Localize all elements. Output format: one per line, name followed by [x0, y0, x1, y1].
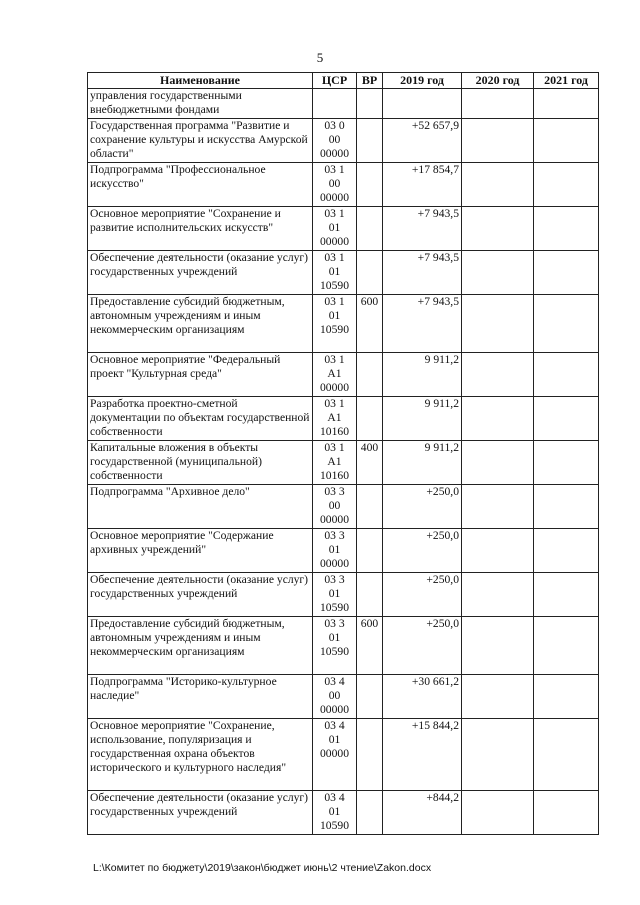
cell-csr: 03 1 01 00000 — [313, 207, 357, 251]
cell-name: Обеспечение деятельности (оказание услуг) государственных учреждений — [88, 251, 313, 295]
table-row — [88, 163, 599, 207]
cell-2020 — [462, 485, 534, 529]
cell-name: Разработка проектно-сметной документации по объектам государственной собственности — [88, 397, 313, 441]
cell-name: Предоставление субсидий бюджетным, автономным учреждениям и иным некоммерческим организациям — [88, 617, 313, 675]
cell-2021 — [534, 719, 599, 791]
cell-2021 — [534, 397, 599, 441]
cell-2021 — [534, 617, 599, 675]
header-vr: ВР — [357, 73, 383, 89]
header-name: Наименование — [88, 73, 313, 89]
header-csr: ЦСР — [313, 73, 357, 89]
cell-2019: +17 854,7 — [383, 163, 462, 207]
cell-2021 — [534, 163, 599, 207]
table-row — [88, 617, 599, 675]
cell-2021 — [534, 485, 599, 529]
cell-vr — [357, 719, 383, 791]
cell-2021 — [534, 295, 599, 353]
cell-csr: 03 1 A1 00000 — [313, 353, 357, 397]
cell-2020 — [462, 207, 534, 251]
cell-vr — [357, 675, 383, 719]
cell-2020 — [462, 89, 534, 119]
cell-2019 — [383, 89, 462, 119]
cell-vr — [357, 573, 383, 617]
cell-vr: 600 — [357, 295, 383, 353]
table-row — [88, 251, 599, 295]
cell-vr — [357, 163, 383, 207]
cell-2021 — [534, 529, 599, 573]
cell-2019: +30 661,2 — [383, 675, 462, 719]
cell-2019: +52 657,9 — [383, 119, 462, 163]
cell-vr — [357, 251, 383, 295]
cell-vr — [357, 529, 383, 573]
cell-name: управления государственными внебюджетными фондами — [88, 89, 313, 119]
budget-table — [87, 72, 599, 835]
cell-csr: 03 3 01 10590 — [313, 617, 357, 675]
table-row — [88, 719, 599, 791]
cell-2019: +7 943,5 — [383, 251, 462, 295]
cell-name: Основное мероприятие "Сохранение и развитие исполнительских искусств" — [88, 207, 313, 251]
cell-vr: 400 — [357, 441, 383, 485]
cell-2020 — [462, 295, 534, 353]
cell-2021 — [534, 251, 599, 295]
cell-name: Подпрограмма "Архивное дело" — [88, 485, 313, 529]
cell-2019: 9 911,2 — [383, 441, 462, 485]
table-row — [88, 295, 599, 353]
table-row — [88, 485, 599, 529]
table-row — [88, 573, 599, 617]
table-row — [88, 791, 599, 835]
cell-2020 — [462, 719, 534, 791]
table-row — [88, 119, 599, 163]
cell-2020 — [462, 573, 534, 617]
table-row — [88, 529, 599, 573]
cell-name: Подпрограмма "Профессиональное искусство" — [88, 163, 313, 207]
cell-2021 — [534, 675, 599, 719]
cell-2020 — [462, 675, 534, 719]
cell-vr — [357, 119, 383, 163]
cell-name: Предоставление субсидий бюджетным, автономным учреждениям и иным некоммерческим организациям — [88, 295, 313, 353]
cell-csr: 03 1 01 10590 — [313, 251, 357, 295]
cell-2020 — [462, 617, 534, 675]
cell-2019: +844,2 — [383, 791, 462, 835]
cell-csr: 03 4 00 00000 — [313, 675, 357, 719]
cell-name: Подпрограмма "Историко-культурное наследие" — [88, 675, 313, 719]
cell-2020 — [462, 791, 534, 835]
cell-2019: 9 911,2 — [383, 353, 462, 397]
cell-vr — [357, 485, 383, 529]
cell-csr: 03 3 00 00000 — [313, 485, 357, 529]
cell-vr — [357, 353, 383, 397]
cell-name: Обеспечение деятельности (оказание услуг) государственных учреждений — [88, 791, 313, 835]
cell-name: Капитальные вложения в объекты государственной (муниципальной) собственности — [88, 441, 313, 485]
table-row — [88, 207, 599, 251]
table-row — [88, 397, 599, 441]
cell-2021 — [534, 207, 599, 251]
cell-name: Государственная программа "Развитие и сохранение культуры и искусства Амурской области" — [88, 119, 313, 163]
cell-csr — [313, 89, 357, 119]
cell-2019: +7 943,5 — [383, 295, 462, 353]
cell-2019: +250,0 — [383, 617, 462, 675]
cell-vr — [357, 791, 383, 835]
table-row — [88, 441, 599, 485]
cell-2019: 9 911,2 — [383, 397, 462, 441]
table-row — [88, 353, 599, 397]
cell-vr: 600 — [357, 617, 383, 675]
cell-2019: +250,0 — [383, 529, 462, 573]
cell-2020 — [462, 353, 534, 397]
cell-csr: 03 0 00 00000 — [313, 119, 357, 163]
cell-name: Основное мероприятие "Содержание архивных учреждений" — [88, 529, 313, 573]
cell-name: Основное мероприятие "Федеральный проект "Культурная среда" — [88, 353, 313, 397]
cell-2020 — [462, 163, 534, 207]
cell-vr — [357, 207, 383, 251]
cell-2021 — [534, 573, 599, 617]
cell-2019: +7 943,5 — [383, 207, 462, 251]
cell-2021 — [534, 119, 599, 163]
cell-2021 — [534, 441, 599, 485]
cell-csr: 03 3 01 10590 — [313, 573, 357, 617]
table-header-row — [88, 73, 599, 89]
file-path-footer: L:\Комитет по бюджету\2019\закон\бюджет июнь\2 чтение\Zakon.docx — [93, 862, 432, 874]
cell-2020 — [462, 529, 534, 573]
cell-name: Обеспечение деятельности (оказание услуг) государственных учреждений — [88, 573, 313, 617]
header-2020: 2020 год — [462, 73, 534, 89]
table-row — [88, 675, 599, 719]
cell-2020 — [462, 119, 534, 163]
cell-csr: 03 3 01 00000 — [313, 529, 357, 573]
cell-csr: 03 4 01 00000 — [313, 719, 357, 791]
cell-2019: +15 844,2 — [383, 719, 462, 791]
cell-2021 — [534, 353, 599, 397]
cell-2019: +250,0 — [383, 573, 462, 617]
header-2019: 2019 год — [383, 73, 462, 89]
table-row — [88, 89, 599, 119]
cell-csr: 03 1 00 00000 — [313, 163, 357, 207]
cell-2021 — [534, 89, 599, 119]
cell-csr: 03 1 01 10590 — [313, 295, 357, 353]
cell-2020 — [462, 441, 534, 485]
cell-name: Основное мероприятие "Сохранение, использование, популяризация и государственная охрана объектов исторического и культурного наследия" — [88, 719, 313, 791]
cell-csr: 03 4 01 10590 — [313, 791, 357, 835]
cell-2021 — [534, 791, 599, 835]
page-number: 5 — [316, 50, 324, 65]
cell-csr: 03 1 A1 10160 — [313, 397, 357, 441]
cell-csr: 03 1 A1 10160 — [313, 441, 357, 485]
cell-2020 — [462, 251, 534, 295]
cell-vr — [357, 89, 383, 119]
cell-vr — [357, 397, 383, 441]
cell-2020 — [462, 397, 534, 441]
header-2021: 2021 год — [534, 73, 599, 89]
cell-2019: +250,0 — [383, 485, 462, 529]
